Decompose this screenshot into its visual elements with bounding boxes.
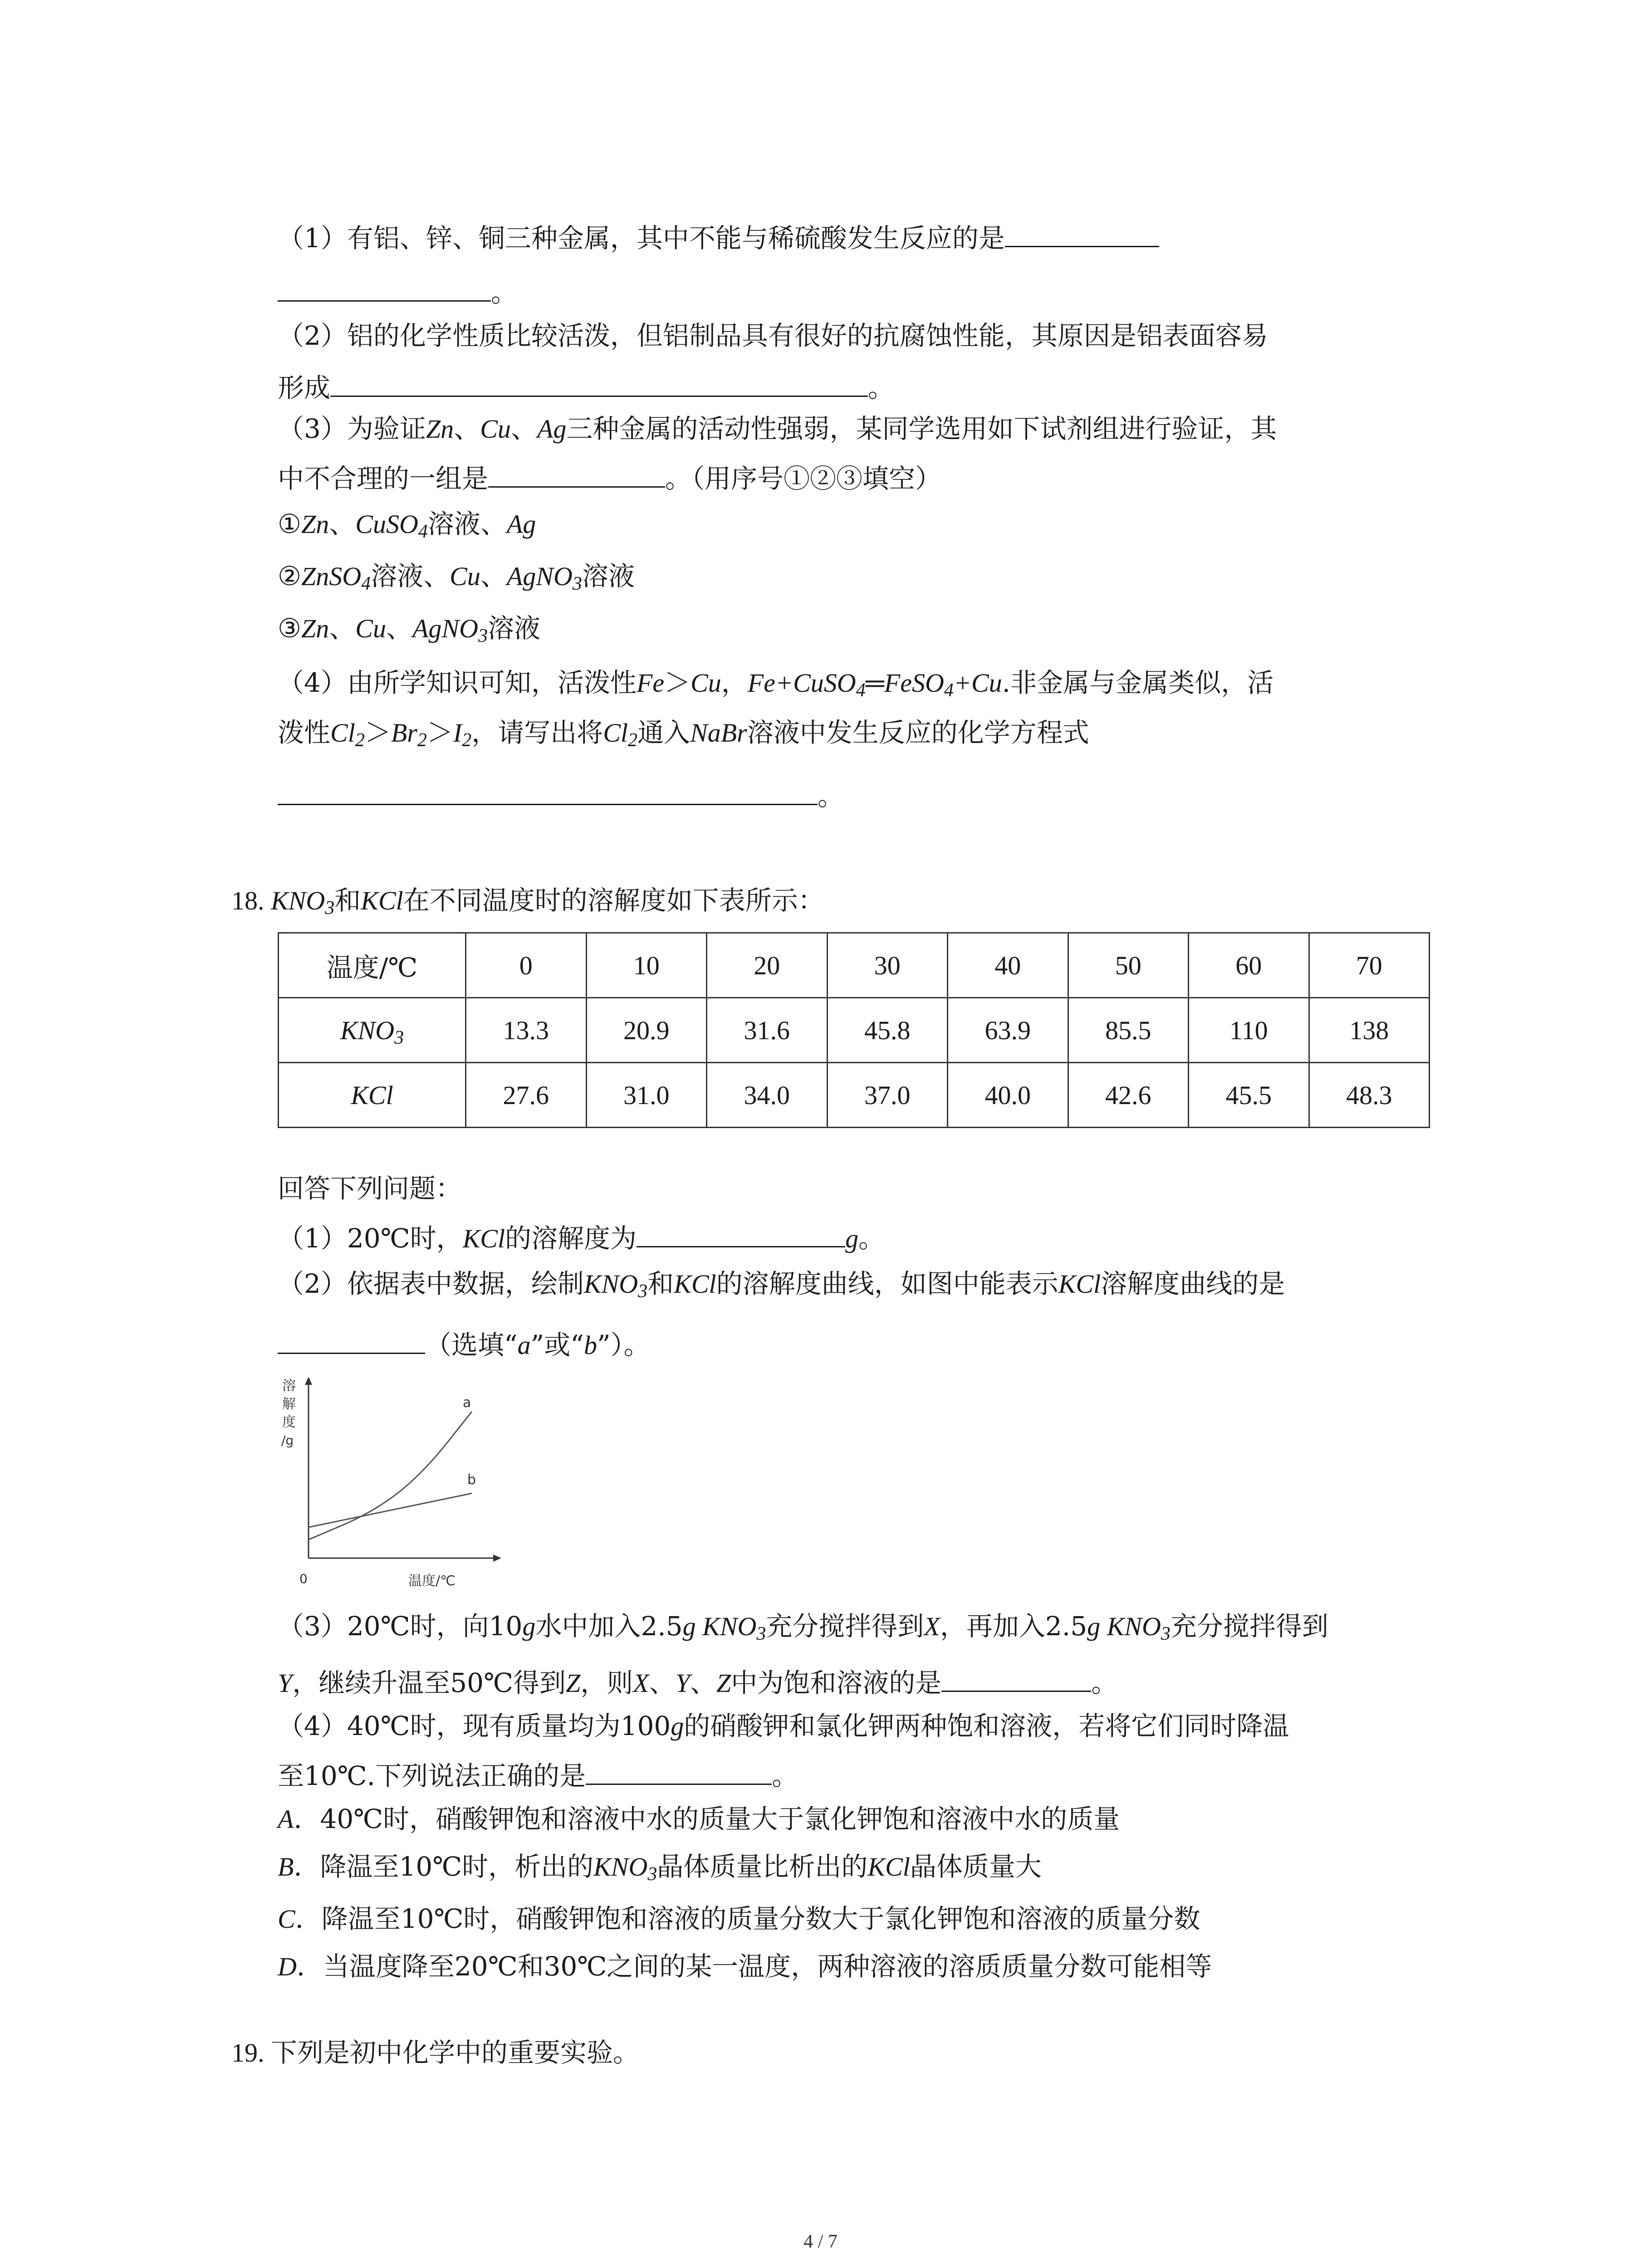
- q17-part4-line3: 。: [278, 776, 844, 814]
- q18-answer-intro: 回答下列问题：: [278, 1173, 462, 1204]
- answer-blank[interactable]: [941, 1662, 1091, 1692]
- q18-option-a: A．40℃时，硝酸钾饱和溶液中水的质量大于氯化钾饱和溶液中水的质量: [278, 1804, 1120, 1834]
- q18-part2-line1: （2）依据表中数据，绘制$KNO_3$和KCl的溶解度曲线，如图中能表示KCl溶解度曲线的是: [278, 1268, 1285, 1302]
- q17-option-3: ③Zn、Cu、AgNO$_3$溶液: [278, 613, 540, 646]
- value-cell: 20.9: [586, 998, 707, 1063]
- value-cell: 63.9: [948, 998, 1068, 1063]
- answer-blank[interactable]: [1005, 218, 1159, 247]
- q18-part2-line2: （选填“a”或“b”）。: [278, 1325, 650, 1364]
- q17-option-1: ①Zn、CuSO$_4$溶液、Ag: [278, 508, 536, 542]
- q18-part4-line2: 至10℃.下列说法正确的是 。: [278, 1755, 798, 1794]
- temp-cell: 50: [1068, 933, 1189, 998]
- y-axis-label-char: /g: [281, 1433, 294, 1448]
- answer-blank[interactable]: [330, 367, 868, 397]
- q17-part1-line2: 。: [278, 272, 517, 311]
- value-cell: 110: [1189, 998, 1309, 1063]
- q17-part3-line1: （3）为验证Zn、Cu、Ag三种金属的活动性强弱，某同学选用如下试剂组进行验证，其: [278, 413, 1277, 444]
- q17-part3-line2: 中不合理的一组是 。（用序号①②③填空）: [278, 458, 941, 497]
- kcl-label-cell: KCl: [279, 1063, 466, 1128]
- q18-option-d: D．当温度降至20℃和30℃之间的某一温度，两种溶液的溶质质量分数可能相等: [278, 1951, 1212, 1982]
- value-cell: 40.0: [948, 1063, 1068, 1128]
- q17-part2-line1: （2）铝的化学性质比较活泼，但铝制品具有很好的抗腐蚀性能，其原因是铝表面容易: [278, 320, 1268, 351]
- answer-blank[interactable]: [278, 272, 491, 302]
- temp-cell: 0: [466, 933, 587, 998]
- series-a-line: [309, 1412, 472, 1540]
- temp-cell: 30: [827, 933, 948, 998]
- q17-part1-line1: （1）有铝、锌、铜三种金属，其中不能与稀硫酸发生反应的是: [278, 218, 1159, 256]
- series-b-label: b: [467, 1472, 476, 1488]
- y-axis-label-char: 解: [282, 1396, 296, 1412]
- x-axis-arrow: [493, 1554, 501, 1562]
- value-cell: 37.0: [827, 1063, 948, 1128]
- answer-blank[interactable]: [586, 1755, 772, 1785]
- y-axis-label-char: 度: [282, 1414, 296, 1430]
- value-cell: 85.5: [1068, 998, 1189, 1063]
- q18-part1: （1）20℃时，KCl的溶解度为 g。: [278, 1218, 885, 1257]
- solubility-curve-chart: [272, 1377, 508, 1590]
- temp-cell: 60: [1189, 933, 1309, 998]
- answer-blank[interactable]: [488, 458, 665, 488]
- answer-blank[interactable]: [278, 776, 818, 805]
- origin-label: 0: [299, 1571, 308, 1586]
- temp-cell: 40: [948, 933, 1068, 998]
- q17-part4-line1: （4）由所学知识可知，活泼性Fe＞Cu，Fe+CuSO$_4$═FeSO$_4$+Cu.非金属与金属类似，活: [278, 667, 1274, 701]
- y-axis-label-char: 溶: [282, 1378, 296, 1394]
- value-cell: 48.3: [1309, 1063, 1430, 1128]
- y-axis-label: [281, 1378, 296, 1448]
- value-cell: 13.3: [466, 998, 587, 1063]
- value-cell: 138: [1309, 998, 1430, 1063]
- temp-cell: 70: [1309, 933, 1430, 998]
- table-row: [279, 998, 1430, 1063]
- table-row: [279, 933, 1430, 998]
- q17-part4-line2: 泼性$Cl_2>Br_2>I_2$，请写出将$Cl_2$通入NaBr溶液中发生反应的化学方程式: [278, 717, 1089, 751]
- table-row: [279, 1063, 1430, 1128]
- q18-part4-line1: （4）40℃时，现有质量均为100g的硝酸钾和氯化钾两种饱和溶液，若将它们同时降温: [278, 1711, 1289, 1741]
- series-a-label: a: [463, 1395, 471, 1411]
- q18-option-b: B．降温至10℃时，析出的$KNO_3$晶体质量比析出的KCl晶体质量大: [278, 1851, 1042, 1885]
- temp-cell: 20: [707, 933, 828, 998]
- value-cell: 45.8: [827, 998, 948, 1063]
- value-cell: 27.6: [466, 1063, 587, 1128]
- q18-option-c: C．降温至10℃时，硝酸钾饱和溶液的质量分数大于氯化钾饱和溶液的质量分数: [278, 1903, 1200, 1934]
- value-cell: 31.6: [707, 998, 828, 1063]
- q19-intro: 19. 下列是初中化学中的重要实验。: [231, 2037, 640, 2068]
- page-number: 4 / 7: [803, 2231, 838, 2252]
- temp-cell: 10: [586, 933, 707, 998]
- q17-option-2: ②ZnSO$_4$溶液、Cu、AgNO$_3$溶液: [278, 561, 635, 594]
- x-axis-label: 温度/℃: [408, 1573, 456, 1589]
- q18-intro: 18. $KNO_3$和KCl在不同温度时的溶解度如下表所示：: [231, 885, 824, 919]
- answer-blank[interactable]: [278, 1325, 425, 1354]
- value-cell: 45.5: [1189, 1063, 1309, 1128]
- y-axis-arrow: [305, 1377, 312, 1385]
- kno3-label-cell: $KNO_3$: [279, 998, 466, 1063]
- value-cell: 42.6: [1068, 1063, 1189, 1128]
- answer-blank[interactable]: [637, 1218, 845, 1247]
- solubility-table: [278, 932, 1430, 1128]
- header-label-cell: 温度/℃: [279, 933, 466, 998]
- q18-part3-line2: Y，继续升温至50℃得到Z，则X、Y、Z中为饱和溶液的是 。: [278, 1662, 1117, 1701]
- q17-part2-line2: 形成 。: [278, 367, 894, 406]
- value-cell: 31.0: [586, 1063, 707, 1128]
- value-cell: 34.0: [707, 1063, 828, 1128]
- q18-part3-line1: （3）20℃时，向10g水中加入2.5g $KNO_3$充分搅拌得到X，再加入2.5g $KNO_3$充分搅拌得到: [278, 1611, 1328, 1644]
